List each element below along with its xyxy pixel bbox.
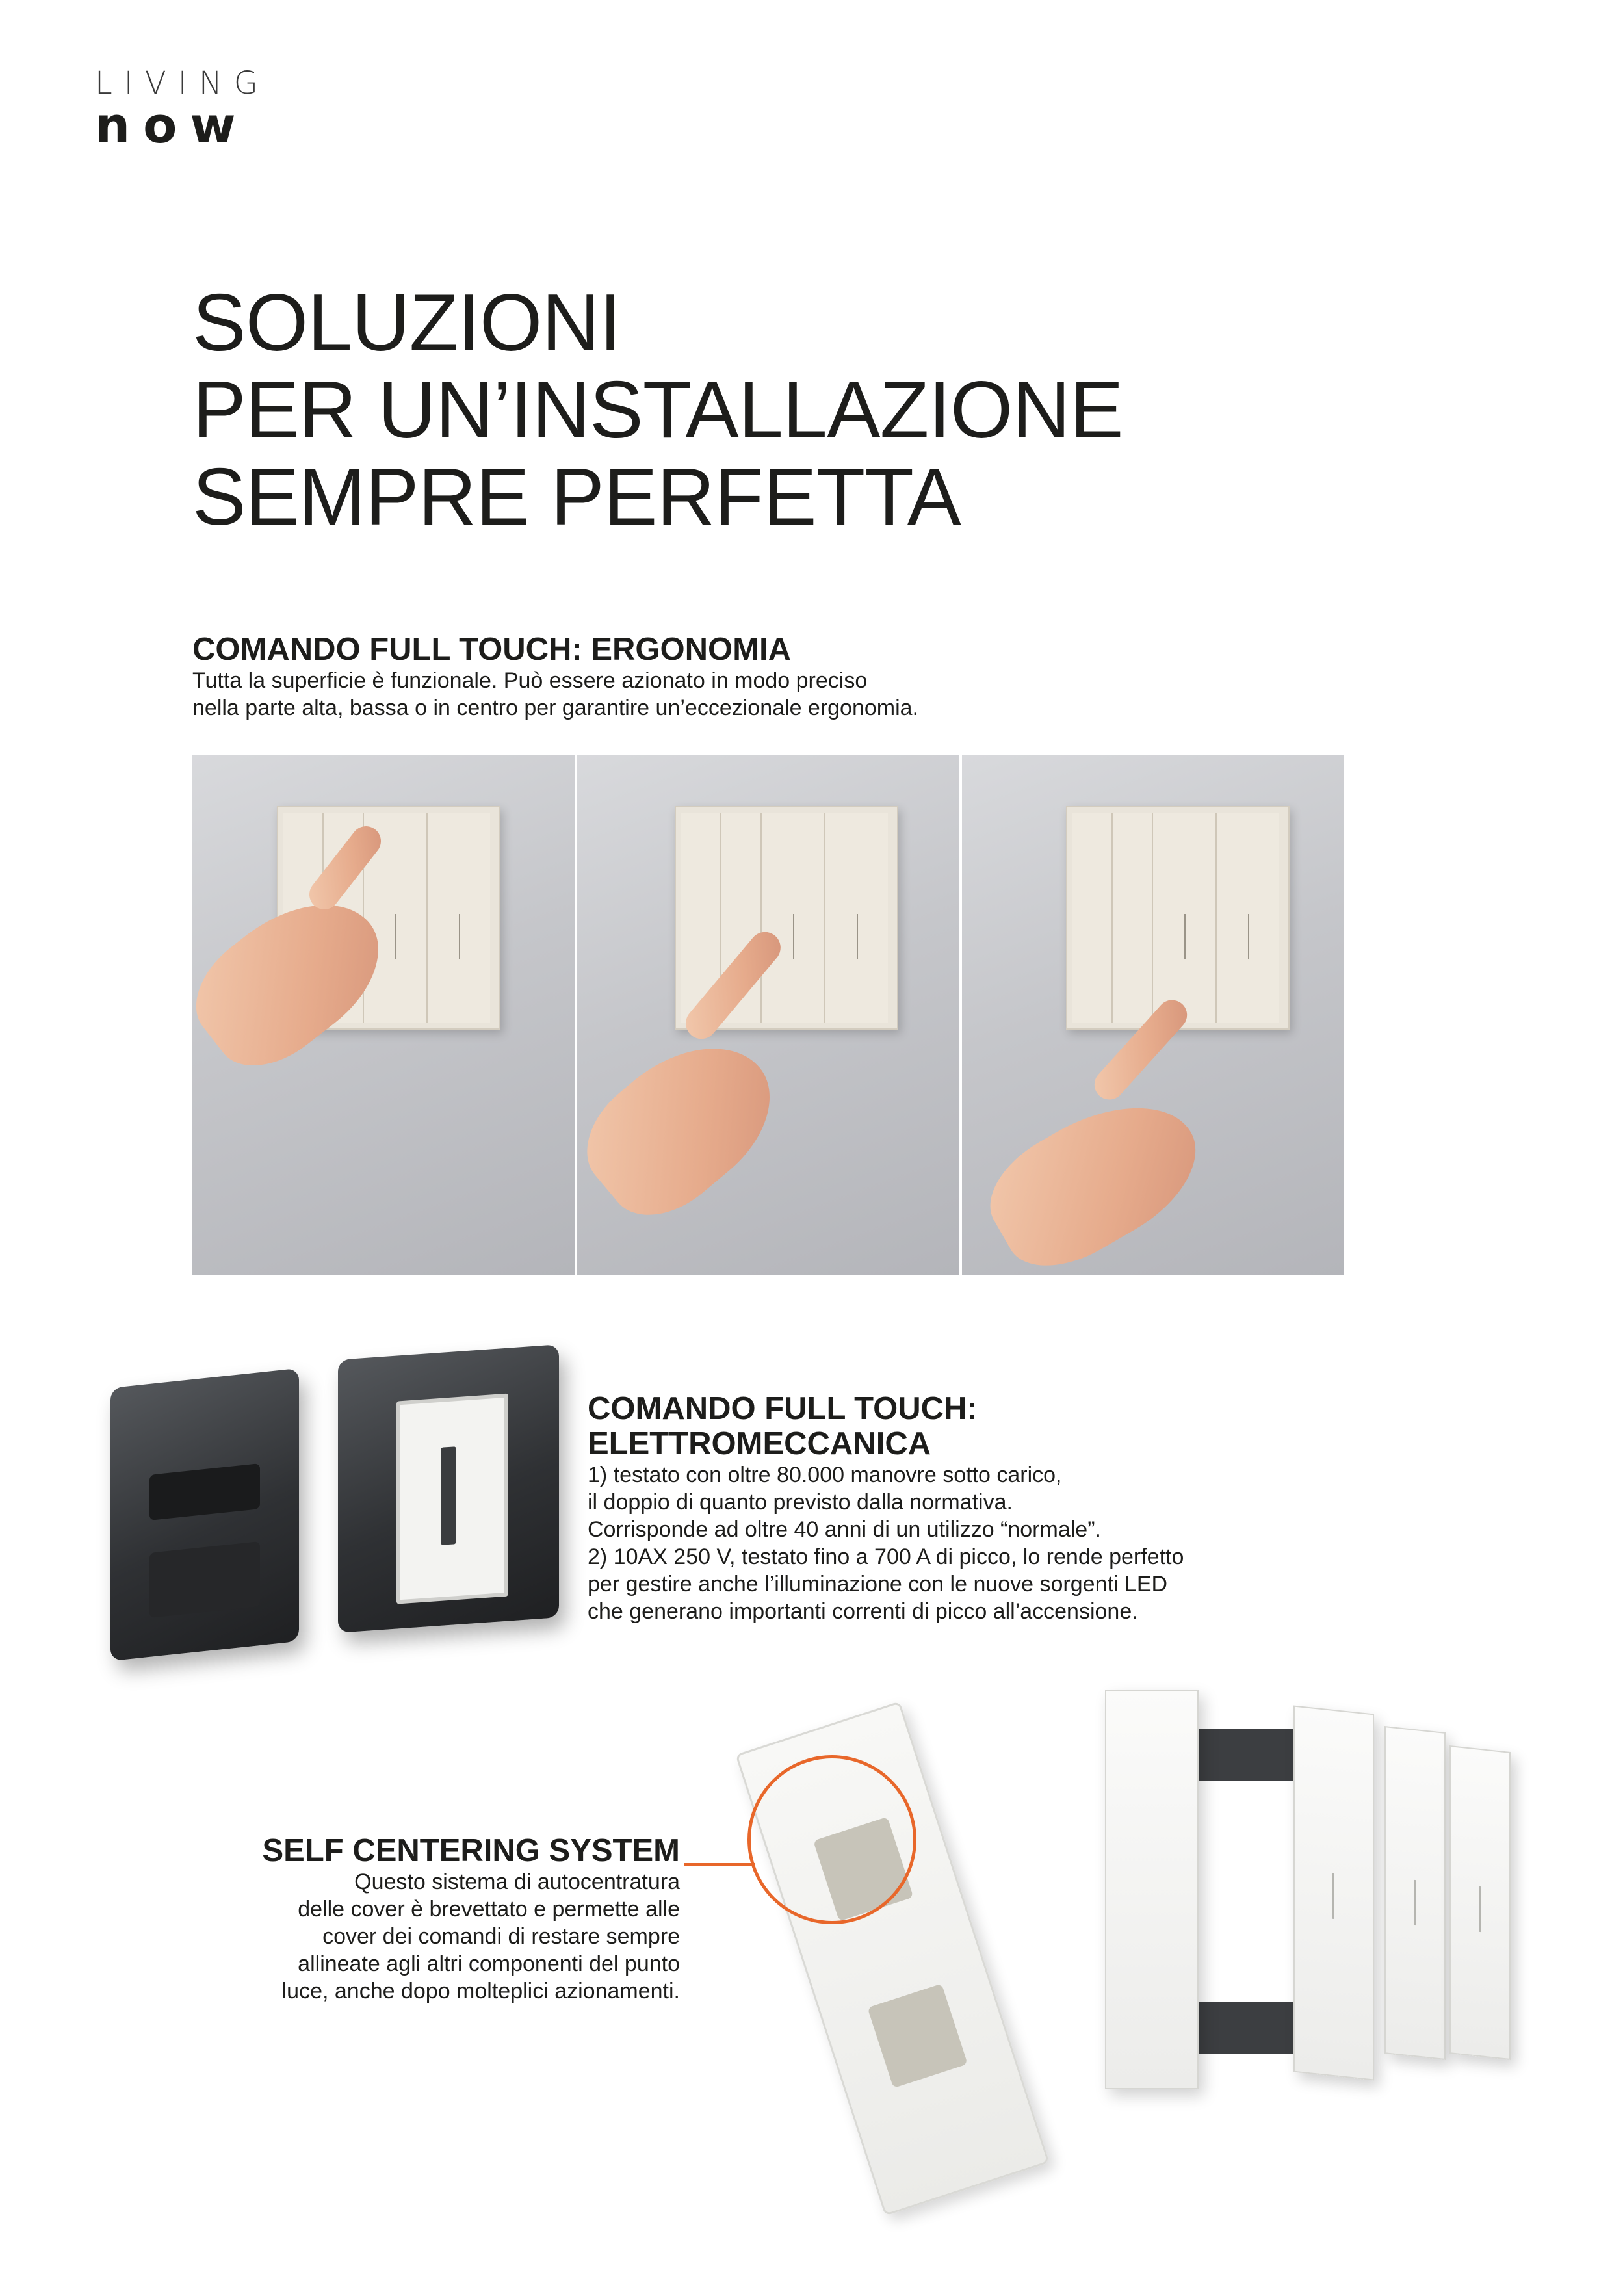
switch-key: [1153, 813, 1217, 1023]
hand-image: [577, 1013, 798, 1238]
page-title-line: PER UN’INSTALLAZIONE: [192, 365, 1123, 455]
self-centering-heading: SELF CENTERING SYSTEM: [262, 1833, 680, 1868]
hand-image: [972, 1074, 1219, 1275]
elettromeccanica-text: 2) 10AX 250 V, testato fino a 700 A di picco, lo rende perfetto: [588, 1545, 1184, 1569]
self-centering-text: allineate agli altri componenti del punto: [298, 1951, 680, 1976]
elettromeccanica-text: Corrisponde ad oltre 40 anni di un utilizzo “normale”.: [588, 1517, 1101, 1542]
photo-press-center: [577, 755, 959, 1275]
callout-line: [684, 1863, 755, 1866]
elettromeccanica-text: per gestire anche l’illuminazione con le nuove sorgenti LED: [588, 1572, 1168, 1597]
ergonomia-heading: COMANDO FULL TOUCH: ERGONOMIA: [192, 632, 791, 667]
section-elettromeccanica: [588, 1391, 1184, 1625]
detail-highlight-ring: [747, 1755, 916, 1924]
device-front-image: [338, 1344, 559, 1633]
elettromeccanica-heading: ELETTROMECCANICA: [588, 1426, 931, 1461]
device-back-image: [110, 1368, 299, 1661]
switch-key: [1217, 813, 1279, 1023]
page-title-line: SOLUZIONI: [192, 278, 621, 368]
brand-logo-top: LIVING: [95, 65, 270, 101]
elettromeccanica-text: che generano importanti correnti di picco all’accensione.: [588, 1599, 1138, 1624]
self-centering-text: Questo sistema di autocentratura: [354, 1870, 680, 1894]
key-cover-image: [1293, 1705, 1374, 2080]
elettromeccanica-heading: COMANDO FULL TOUCH:: [588, 1391, 978, 1426]
switch-key: [1113, 813, 1153, 1023]
brand-logo-bottom: now: [95, 96, 249, 154]
self-centering-text: delle cover è brevettato e permette alle: [298, 1897, 680, 1922]
switch-plate: [1066, 806, 1290, 1030]
section-ergonomia: [192, 632, 918, 722]
section-self-centering: [195, 1833, 680, 2005]
page-title-line: SEMPRE PERFETTA: [192, 452, 961, 542]
photo-press-top: [192, 755, 575, 1275]
self-centering-text: luce, anche dopo molteplici azionamenti.: [281, 1979, 680, 2003]
switch-key: [1072, 813, 1113, 1023]
ergonomia-photo-strip: [192, 755, 1344, 1275]
key-cover-image: [1384, 1726, 1446, 2060]
elettromeccanica-text: 1) testato con oltre 80.000 manovre sotto carico,: [588, 1463, 1062, 1487]
support-frame: [1183, 1729, 1300, 1781]
key-cover-image: [1449, 1745, 1511, 2060]
switch-key: [428, 813, 490, 1023]
switch-key: [762, 813, 825, 1023]
self-centering-text: cover dei comandi di restare sempre: [322, 1924, 680, 1949]
elettromeccanica-text: il doppio di quanto previsto dalla normativa.: [588, 1490, 1013, 1515]
switch-key: [825, 813, 888, 1023]
photo-press-bottom: [962, 755, 1344, 1275]
ergonomia-text: nella parte alta, bassa o in centro per garantire un’eccezionale ergonomia.: [192, 696, 919, 720]
ergonomia-text: Tutta la superficie è funzionale. Può essere azionato in modo preciso: [192, 668, 868, 693]
page-title: [192, 280, 1123, 541]
support-frame: [1183, 2002, 1300, 2054]
cover-plate-image: [1105, 1690, 1199, 2089]
